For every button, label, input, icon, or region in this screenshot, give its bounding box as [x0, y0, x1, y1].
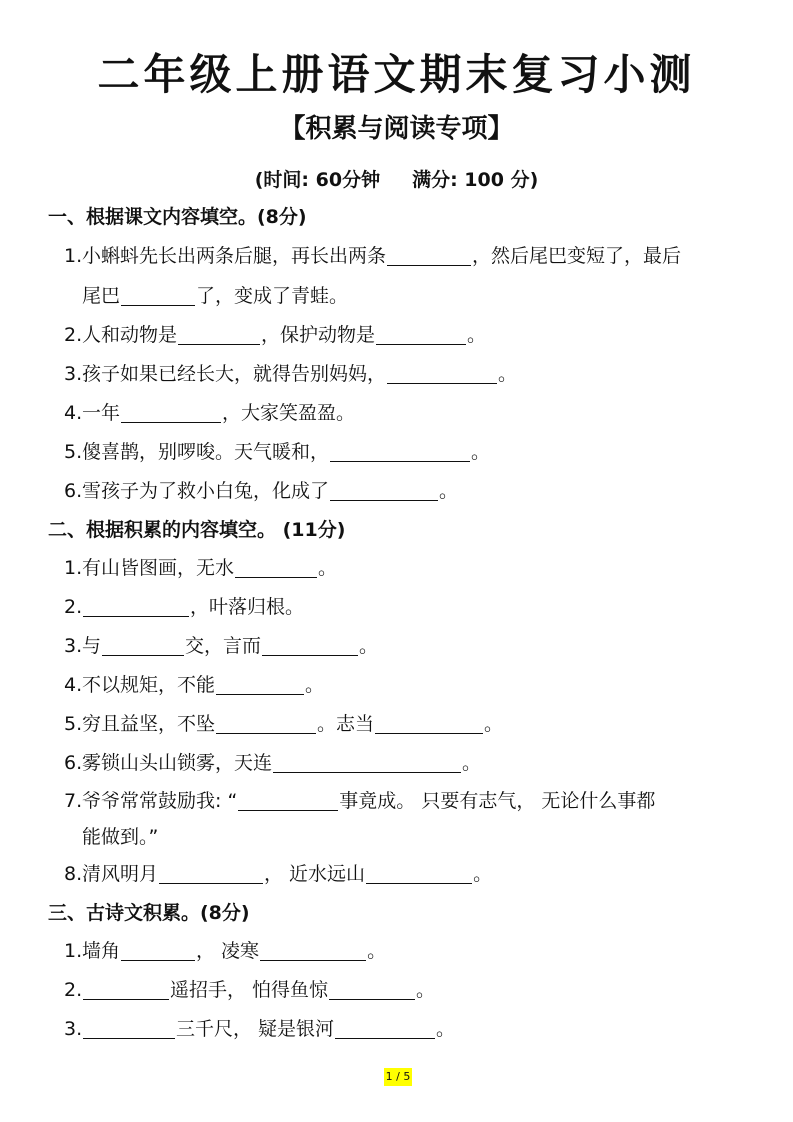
answer-blank[interactable] — [329, 977, 415, 1000]
answer-blank[interactable] — [121, 400, 221, 423]
answer-blank[interactable] — [83, 977, 169, 1000]
question-number: 5. — [64, 441, 83, 463]
question-number: 6. — [64, 752, 83, 774]
answer-blank[interactable] — [216, 711, 316, 734]
answer-blank[interactable] — [121, 283, 195, 306]
answer-blank[interactable] — [330, 439, 470, 462]
question-2-8: 8.清风明月 ， 近水远山 。 — [48, 855, 748, 894]
section-heading-1: 一、根据课文内容填空。(8分) — [48, 206, 307, 228]
question-number: 3. — [64, 1018, 83, 1040]
question-number: 5. — [64, 713, 83, 735]
question-1-4: 4.一年 ，大家笑盈盈。 — [48, 394, 748, 433]
question-2-5: 5.穷且益坚，不坠 。志当 。 — [48, 705, 748, 744]
answer-blank[interactable] — [375, 711, 483, 734]
answer-blank[interactable] — [387, 361, 497, 384]
answer-blank[interactable] — [387, 243, 471, 266]
section-heading-3: 三、古诗文积累。(8分) — [48, 902, 250, 924]
question-2-3: 3.与 交，言而 。 — [48, 627, 748, 666]
question-1-1: 1.小蝌蚪先长出两条后腿，再长出两条 ，然后尾巴变短了，最后 尾巴 了，变成了青蛙。 — [48, 236, 748, 316]
answer-blank[interactable] — [121, 938, 195, 961]
page-title: 二年级上册语文期末复习小测 — [97, 50, 696, 99]
question-number: 4. — [64, 402, 83, 424]
question-number: 8. — [64, 863, 83, 885]
question-number: 7. — [64, 790, 83, 812]
answer-blank[interactable] — [330, 478, 438, 501]
question-2-2: 2. ，叶落归根。 — [48, 588, 748, 627]
question-number: 3. — [64, 363, 83, 385]
question-number: 1. — [64, 557, 83, 579]
question-3-1: 1.墙角 ， 凌寒 。 — [48, 932, 748, 971]
answer-blank[interactable] — [376, 322, 466, 345]
question-1-5: 5.傻喜鹊，别啰唆。天气暖和， 。 — [48, 433, 748, 472]
answer-blank[interactable] — [83, 1016, 175, 1039]
answer-blank[interactable] — [262, 633, 358, 656]
section-heading-2: 二、根据积累的内容填空。 (11分) — [48, 519, 346, 541]
question-1-2: 2.人和动物是 ，保护动物是 。 — [48, 316, 748, 355]
answer-blank[interactable] — [83, 594, 189, 617]
answer-blank[interactable] — [178, 322, 260, 345]
page-subtitle: 【积累与阅读专项】 — [279, 114, 514, 144]
question-2-6: 6.雾锁山头山锁雾，天连 。 — [48, 744, 748, 783]
question-number: 1. — [64, 245, 83, 267]
question-number: 1. — [64, 940, 83, 962]
answer-blank[interactable] — [238, 788, 338, 811]
exam-score: 满分: 100 分) — [412, 169, 539, 191]
answer-blank[interactable] — [159, 861, 263, 884]
exam-meta — [0, 165, 793, 192]
answer-blank[interactable] — [366, 861, 472, 884]
question-2-4: 4.不以规矩，不能 。 — [48, 666, 748, 705]
question-1-3: 3.孩子如果已经长大，就得告别妈妈， 。 — [48, 355, 748, 394]
question-3-2: 2. 遥招手， 怕得鱼惊 。 — [48, 971, 748, 1010]
exam-time: (时间: 60分钟 — [254, 169, 381, 191]
answer-blank[interactable] — [235, 555, 317, 578]
answer-blank[interactable] — [216, 672, 304, 695]
question-number: 4. — [64, 674, 83, 696]
answer-blank[interactable] — [260, 938, 366, 961]
question-2-1: 1.有山皆图画，无水 。 — [48, 549, 748, 588]
question-number: 2. — [64, 979, 83, 1001]
question-number: 2. — [64, 324, 83, 346]
worksheet-body — [48, 198, 748, 1049]
question-number: 6. — [64, 480, 83, 502]
answer-blank[interactable] — [273, 750, 461, 773]
answer-blank[interactable] — [102, 633, 184, 656]
question-1-6: 6.雪孩子为了救小白兔，化成了 。 — [48, 472, 748, 511]
answer-blank[interactable] — [335, 1016, 435, 1039]
question-number: 3. — [64, 635, 83, 657]
question-2-7: 7.爷爷常常鼓励我: “ 事竟成。 只要有志气， 无论什么事都 能做到。” — [48, 783, 748, 855]
page-number-badge: 1 / 5 — [384, 1068, 412, 1086]
question-3-3: 3. 三千尺， 疑是银河 。 — [48, 1010, 748, 1049]
question-number: 2. — [64, 596, 83, 618]
